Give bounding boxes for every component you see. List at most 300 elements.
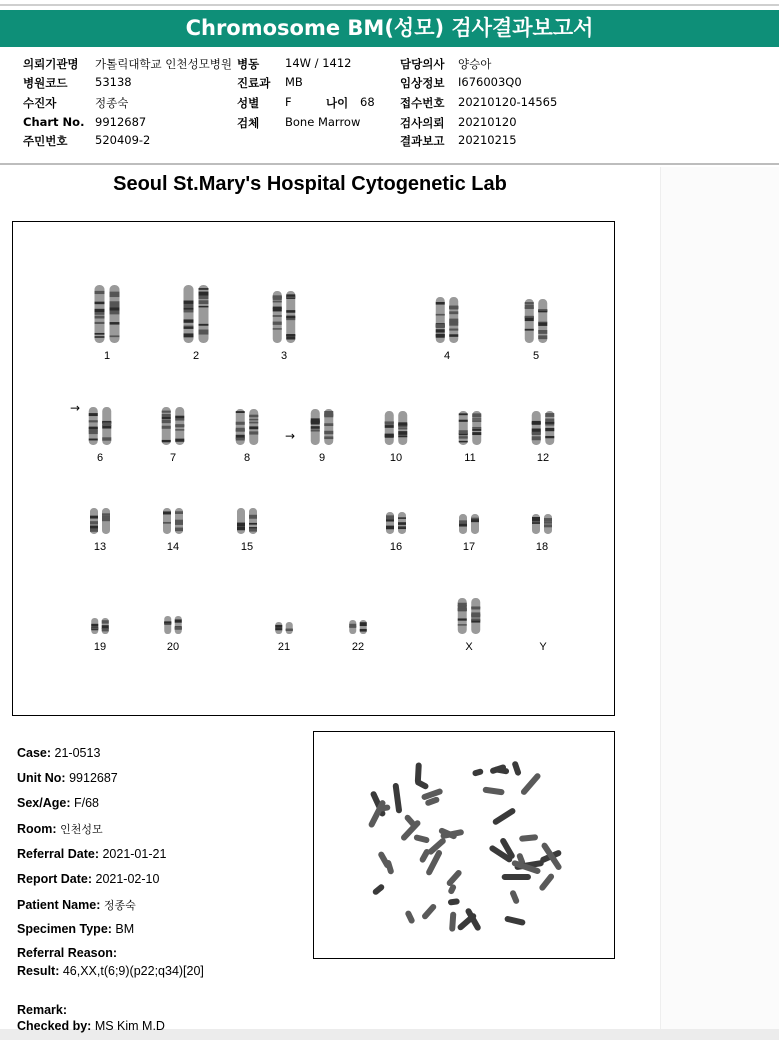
info-label: 검사의뢰 [400, 116, 445, 130]
chromosome-band [175, 627, 182, 630]
chromosome-band [398, 522, 406, 525]
chromosome-band [360, 629, 367, 632]
chromosome-pair [237, 508, 257, 534]
chromosome-band [544, 518, 552, 522]
info-label: 결과보고 [400, 134, 445, 148]
chromosome-band [286, 337, 295, 340]
chromosome-band [102, 437, 111, 440]
chromosome-band [449, 311, 458, 314]
info-label: 병동 [237, 57, 260, 71]
chromosome-band [532, 432, 541, 434]
chromosome-label: 15 [240, 541, 254, 553]
chromosome [360, 620, 367, 634]
report-field [17, 821, 103, 837]
info-label: 의뢰기관명 [23, 57, 79, 71]
header-separator [0, 163, 779, 165]
chromosome-pair [273, 291, 296, 343]
chromosome-band [90, 528, 98, 531]
chromosome-band [184, 310, 194, 313]
info-value: 가톨릭대학교 인천성모병원 [95, 57, 232, 71]
report-field-label: Referral Date: [17, 847, 99, 861]
chromosome-label: 2 [192, 350, 200, 362]
info-value: 20210120 [458, 115, 517, 129]
chromosome-band [324, 431, 333, 434]
chromosome-band [449, 306, 458, 310]
chromosome-band [538, 335, 547, 339]
chromosome-band [471, 606, 480, 608]
chromosome-label: 5 [532, 350, 540, 362]
chromosome-band [273, 297, 282, 300]
info-value: 20210215 [458, 133, 517, 147]
chromosome-band [110, 335, 120, 337]
chromosome-band [162, 414, 171, 417]
metaphase-chromosome [421, 903, 438, 921]
chromosome-band [273, 328, 282, 330]
chromosome-band [398, 517, 406, 519]
info-row [23, 133, 151, 149]
chromosome-band [110, 307, 120, 310]
chromosome-band [532, 422, 541, 424]
chromosome-band [162, 440, 171, 442]
chromosome-label: 11 [464, 452, 476, 464]
metaphase-image [314, 732, 614, 958]
chromosome-label: 14 [166, 541, 180, 553]
info-row [400, 56, 492, 72]
metaphase-chromosome [502, 874, 531, 880]
chromosome-band [286, 334, 295, 337]
report-field-label: Remark: [17, 1003, 68, 1017]
chromosome-band [199, 288, 209, 290]
chromosome-band [436, 302, 445, 305]
report-field [17, 872, 159, 886]
info-label: 나이 [326, 96, 349, 110]
chromosome-label: 19 [93, 641, 107, 653]
chromosome-band [449, 322, 458, 326]
chromosome-band [249, 528, 257, 531]
chromosome-band [249, 515, 257, 519]
chromosome [175, 616, 182, 634]
chromosome-label: 10 [389, 452, 403, 464]
chromosome-band [162, 419, 171, 423]
chromosome-band [311, 429, 320, 431]
chromosome-band [436, 324, 445, 328]
chromosome-label: 12 [536, 452, 550, 464]
chromosome-band [398, 435, 407, 437]
chromosome-band [95, 291, 105, 294]
chromosome-band [286, 294, 295, 296]
metaphase-chromosome [377, 851, 391, 870]
report-field-label: Result: [17, 964, 60, 978]
top-rule [0, 4, 779, 6]
chromosome-band [525, 318, 534, 321]
chromosome-band [525, 302, 534, 304]
chromosome-label: Y [539, 641, 547, 653]
report-title: Chromosome BM(성모) 검사결과보고서 [185, 16, 594, 40]
chromosome-band [538, 323, 547, 326]
chromosome-band [545, 428, 554, 431]
chromosome-band [102, 516, 110, 518]
karyogram-frame [12, 221, 615, 716]
chromosome-band [471, 519, 479, 521]
chromosome-label: 20 [166, 641, 180, 653]
chromosome-pair [91, 618, 109, 634]
info-row [23, 115, 147, 129]
chromosome-band [249, 415, 258, 417]
report-field-label: Room: [17, 822, 57, 836]
chromosome-label: 13 [93, 541, 107, 553]
chromosome-label: 9 [318, 452, 326, 464]
chromosome-band [249, 422, 258, 424]
report-field-value: 2021-02-10 [92, 872, 160, 886]
chromosome-band [532, 429, 541, 432]
chromosome-band [110, 292, 120, 295]
chromosome-band [175, 520, 183, 524]
chromosome [471, 514, 479, 534]
report-field-label: Case: [17, 746, 52, 760]
chromosome-band [163, 522, 171, 524]
report-field-value: 21-0513 [51, 746, 101, 760]
chromosome-band [175, 416, 184, 419]
chromosome-band [236, 428, 245, 432]
chromosome-band [237, 523, 245, 525]
chromosome-pair [532, 514, 552, 534]
chromosome-band [273, 308, 282, 311]
chromosome-pair [162, 407, 185, 445]
info-row [237, 56, 352, 72]
chromosome-band [544, 524, 552, 527]
chromosome-band [273, 322, 282, 325]
chromosome-label: 16 [389, 541, 403, 553]
chromosome-band [199, 296, 209, 300]
report-field [17, 1003, 67, 1017]
chromosome-band [538, 330, 547, 334]
chromosome-label: 7 [169, 452, 177, 464]
info-row [237, 95, 292, 111]
metaphase-chromosome [511, 760, 521, 776]
chromosome-band [286, 629, 293, 632]
chromosome-pair [349, 620, 367, 634]
metaphase-chromosome [392, 783, 402, 814]
lab-title: Seoul St.Mary's Hospital Cytogenetic Lab [113, 173, 507, 195]
chromosome-band [175, 419, 184, 421]
chromosome [532, 514, 540, 534]
report-field-label: Referral Reason: [17, 946, 118, 960]
chromosome-band [102, 517, 110, 519]
chromosome-label: 22 [351, 641, 365, 653]
chromosome-band [175, 429, 184, 431]
chromosome-label: 17 [462, 541, 476, 553]
info-row [400, 115, 517, 131]
info-row [400, 95, 558, 111]
info-label: 병원코드 [23, 76, 68, 90]
chromosome [459, 411, 468, 445]
chromosome-band [459, 420, 468, 422]
info-label: 진료과 [237, 76, 271, 90]
chromosome-band [162, 426, 171, 429]
chromosome-band [95, 302, 105, 305]
metaphase-chromosome [520, 772, 542, 796]
info-row [237, 75, 303, 91]
chromosome-band [162, 411, 171, 413]
report-field-label: Unit No: [17, 771, 66, 785]
chromosome-band [398, 527, 406, 529]
chromosome-band [163, 512, 171, 515]
chromosome-band [472, 429, 481, 431]
chromosome-band [436, 314, 445, 316]
chromosome-band [458, 603, 467, 606]
info-row [400, 75, 522, 91]
chromosome-band [249, 419, 258, 421]
chromosome-band [459, 430, 468, 434]
info-label: 임상정보 [400, 76, 445, 90]
chromosome-band [89, 413, 98, 416]
chromosome-band [544, 522, 552, 524]
info-value: 14W / 1412 [285, 56, 352, 70]
chromosome-band [95, 309, 105, 311]
info-row [237, 115, 361, 131]
chromosome-band [184, 301, 194, 304]
chromosome-band [398, 422, 407, 425]
chromosome-band [398, 431, 407, 435]
chromosome-band [525, 305, 534, 309]
info-value: 정종숙 [95, 96, 129, 110]
chromosome-band [385, 425, 394, 428]
chromosome-band [95, 336, 105, 338]
metaphase-chromosome [519, 834, 538, 842]
chromosome-band [472, 413, 481, 417]
chromosome-pair [525, 299, 548, 343]
report-field [17, 771, 118, 785]
chromosome-pair [164, 616, 182, 634]
chromosome-pair [386, 512, 406, 534]
info-label: 수진자 [23, 96, 57, 110]
metaphase-chromosome [448, 898, 460, 905]
chromosome-band [324, 411, 333, 413]
report-field-value: MS Kim M.D [91, 1019, 165, 1033]
chromosome-band [386, 516, 394, 519]
metaphase-chromosome [482, 787, 504, 796]
chromosome-band [471, 618, 480, 620]
chromosome-band [199, 330, 209, 334]
chromosome-band [324, 436, 333, 439]
chromosome-band [471, 612, 480, 616]
report-field-value: 정종숙 [100, 899, 136, 912]
chromosome-band [275, 625, 282, 628]
chromosome-label: 21 [277, 641, 291, 653]
chromosome-band [249, 426, 258, 429]
chromosome-band [249, 431, 258, 434]
chromosome-band [324, 423, 333, 426]
chromosome-pair [532, 411, 555, 445]
chromosome-band [472, 420, 481, 422]
right-margin [660, 167, 779, 1029]
chromosome-band [175, 511, 183, 514]
report-field [17, 897, 136, 913]
info-value: Bone Marrow [285, 115, 361, 129]
chromosome-band [545, 419, 554, 422]
chromosome [275, 622, 282, 634]
chromosome-band [472, 427, 481, 429]
metaphase-chromosome [504, 915, 526, 926]
chromosome-band [89, 439, 98, 441]
report-field-value: 9912687 [65, 771, 118, 785]
report-field [17, 847, 166, 861]
chromosome-band [95, 333, 105, 335]
chromosome-band [237, 527, 245, 530]
chromosome-band [110, 322, 120, 325]
info-value: 520409-2 [95, 133, 151, 147]
chromosome-band [102, 620, 109, 623]
info-row-age [326, 95, 375, 111]
chromosome-band [273, 301, 282, 303]
chromosome-label: 8 [243, 452, 251, 464]
chromosome-band [90, 516, 98, 519]
chromosome [385, 411, 394, 445]
report-field-value: 46,XX,t(6;9)(p22;q34)[20] [59, 964, 204, 978]
chromosome-pair [275, 622, 293, 634]
chromosome-band [525, 329, 534, 331]
chromosome-band [175, 528, 183, 532]
chromosome-label: 6 [96, 452, 104, 464]
metaphase-chromosome [445, 869, 462, 888]
chromosome-pair [236, 409, 259, 445]
report-field-label: Specimen Type: [17, 922, 112, 936]
chromosome-band [102, 513, 110, 515]
metaphase-chromosome [404, 910, 415, 925]
info-label: Chart No. [23, 115, 85, 129]
chromosome [286, 622, 293, 634]
chromosome-band [459, 436, 468, 438]
chromosome-band [162, 417, 171, 419]
report-field-value: F/68 [70, 796, 99, 810]
chromosome-band [459, 413, 468, 415]
chromosome-pair [436, 297, 459, 343]
chromosome-band [472, 418, 481, 420]
chromosome-band [184, 333, 194, 337]
chromosome-band [91, 628, 98, 630]
chromosome-band [236, 411, 245, 413]
chromosome-band [324, 413, 333, 416]
arrow-icon: → [285, 429, 296, 443]
info-label: 담당의사 [400, 57, 445, 71]
info-value: 53138 [95, 75, 132, 89]
report-field-label: Patient Name: [17, 898, 101, 912]
chromosome-band [102, 628, 109, 631]
chromosome-band [175, 425, 184, 427]
chromosome-band [175, 619, 182, 622]
report-field [17, 964, 204, 978]
chromosome-band [110, 311, 120, 315]
chromosome [386, 512, 394, 534]
info-label: 주민번호 [23, 134, 68, 148]
chromosome-band [89, 420, 98, 422]
chromosome-band [538, 309, 547, 311]
report-field-value: BM [111, 922, 135, 936]
chromosome-band [349, 626, 356, 628]
info-row [23, 75, 132, 91]
chromosome-band [385, 434, 394, 438]
info-row [23, 56, 232, 72]
chromosome-pair [95, 285, 120, 343]
info-value: 9912687 [95, 115, 147, 129]
report-field-value: 2021-01-21 [98, 847, 167, 861]
chromosome-band [91, 624, 98, 627]
chromosome-label: X [465, 641, 473, 653]
report-title-bar [0, 10, 779, 47]
chromosome-label: 1 [103, 350, 111, 362]
chromosome-band [311, 421, 320, 424]
chromosome-band [102, 422, 111, 426]
chromosome-band [545, 422, 554, 424]
chromosome-label: 18 [535, 541, 549, 553]
metaphase-chromosome [509, 889, 520, 905]
chromosome-band [398, 426, 407, 428]
chromosome-pair [459, 411, 482, 445]
chromosome-band [184, 304, 194, 306]
metaphase-chromosome [538, 872, 555, 891]
report-field [17, 746, 100, 760]
chromosome-label: 4 [443, 350, 451, 362]
chromosome-band [449, 334, 458, 337]
info-value: 양승아 [458, 57, 492, 71]
chromosome-band [532, 517, 540, 521]
chromosome-band [273, 315, 282, 317]
metaphase-chromosome [414, 778, 429, 790]
info-value: F [285, 95, 292, 109]
chromosome-band [458, 618, 467, 620]
chromosome-band [175, 439, 184, 442]
chromosome-band [90, 521, 98, 524]
chromosome-band [199, 300, 209, 304]
metaphase-chromosome [449, 912, 456, 932]
metaphase-chromosome [492, 807, 517, 826]
info-label: 성별 [237, 96, 260, 110]
report-field [17, 796, 99, 810]
chromosome-band [458, 624, 467, 626]
chromosome-band [286, 310, 295, 313]
chromosome-band [275, 628, 282, 630]
arrow-icon: → [70, 401, 81, 415]
info-value: 68 [360, 95, 375, 109]
chromosome-band [184, 327, 194, 329]
chromosome-band [436, 334, 445, 337]
report-field-label: Report Date: [17, 872, 93, 886]
report-field-label: Sex/Age: [17, 796, 71, 810]
chromosome-band [311, 426, 320, 429]
chromosome-band [471, 518, 479, 520]
chromosome-band [545, 413, 554, 417]
chromosome-band [472, 432, 481, 435]
info-row [23, 95, 129, 111]
chromosome [544, 514, 552, 534]
chromosome-band [249, 523, 257, 525]
report-field-label: Checked by: [17, 1019, 92, 1033]
info-label: 검체 [237, 116, 260, 130]
info-value: I676003Q0 [458, 75, 522, 89]
chromosome-pair [184, 285, 209, 343]
chromosome-band [95, 316, 105, 319]
info-label: 접수번호 [400, 96, 445, 110]
chromosome-band [110, 294, 120, 297]
chromosome-band [532, 436, 541, 440]
chromosome-band [89, 427, 98, 429]
chromosome-pair [311, 409, 334, 445]
info-value: MB [285, 75, 303, 89]
chromosome-band [449, 329, 458, 331]
chromosome-pair [458, 598, 481, 634]
chromosome-band [95, 312, 105, 315]
info-value: 20210120-14565 [458, 95, 558, 109]
